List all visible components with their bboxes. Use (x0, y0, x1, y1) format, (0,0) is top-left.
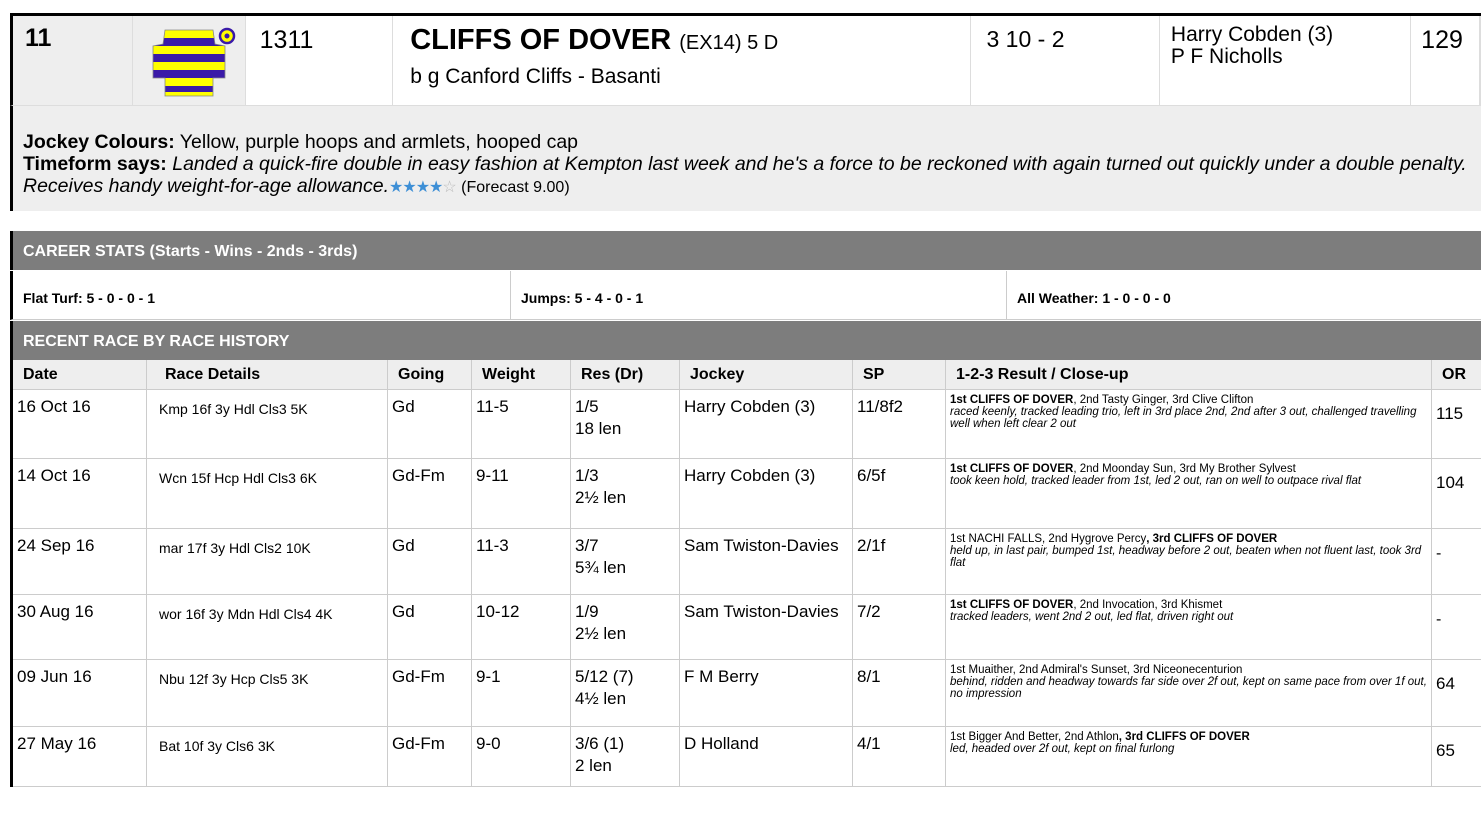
race-going: Gd (388, 595, 472, 660)
table-row (12, 595, 1481, 660)
race-jockey[interactable]: F M Berry (680, 660, 853, 727)
race-sp: 2/1f (853, 529, 946, 595)
flat-turf-stats: Flat Turf: 5 - 0 - 0 - 1 (13, 271, 511, 319)
all-weather-stats: All Weather: 1 - 0 - 0 - 0 (1017, 290, 1171, 306)
race-date: 14 Oct 16 (12, 459, 147, 529)
placings-rest: , 2nd Invocation, 3rd Khismet (1073, 599, 1223, 611)
jockey-silk-cell (133, 16, 246, 105)
race-close-up (946, 660, 1432, 727)
race-history-heading: RECENT RACE BY RACE HISTORY (10, 321, 1481, 360)
result-distance: 5¾ len (575, 558, 627, 577)
race-going: Gd-Fm (388, 459, 472, 529)
race-date: 24 Sep 16 (12, 529, 147, 595)
race-details[interactable]: Wcn 15f Hcp Hdl Cls3 6K (147, 459, 388, 529)
official-rating: 129 (1421, 26, 1463, 54)
col-or: OR (1432, 360, 1481, 390)
race-result (571, 459, 680, 529)
col-result: Res (Dr) (571, 360, 680, 390)
result-placings (950, 463, 1431, 475)
race-comment: held up, in last pair, bumped 1st, headway before 2 out, beaten when not fluent last, took 3rd flat (950, 545, 1422, 569)
timeform-label: Timeform says: (23, 153, 167, 175)
result-position: 3/6 (1) (575, 734, 625, 753)
placings-rest: , 2nd Tasty Ginger, 3rd Clive Clifton (1073, 394, 1254, 406)
table-header-row (12, 360, 1481, 390)
horse-title (410, 24, 778, 57)
race-close-up (946, 529, 1432, 595)
col-jockey: Jockey (680, 360, 853, 390)
race-result (571, 727, 680, 787)
result-placings (950, 731, 1431, 743)
race-date: 16 Oct 16 (12, 390, 147, 459)
col-close-up: 1-2-3 Result / Close-up (946, 360, 1432, 390)
race-weight: 11-3 (472, 529, 571, 595)
horse-name-cell (393, 16, 971, 105)
result-position: 1/9 (575, 602, 599, 621)
race-jockey[interactable]: D Holland (680, 727, 853, 787)
result-distance: 2½ len (575, 624, 627, 643)
result-distance: 4½ len (575, 689, 627, 708)
col-sp: SP (853, 360, 946, 390)
rating-cell (1411, 16, 1480, 105)
placings-highlight: 1st CLIFFS OF DOVER (950, 463, 1074, 475)
race-going: Gd-Fm (388, 727, 472, 787)
table-row (12, 459, 1481, 529)
race-comment: behind, ridden and headway towards far side over 2f out, kept on same pace from over 1f out, no impression (950, 676, 1427, 700)
result-placings (950, 533, 1431, 545)
race-details[interactable]: mar 17f 3y Hdl Cls2 10K (147, 529, 388, 595)
race-result (571, 595, 680, 660)
race-official-rating: 64 (1432, 660, 1481, 727)
placings-text: 1st NACHI FALLS, 2nd Hygrove Percy (950, 533, 1147, 545)
jockey-trainer-cell (1160, 16, 1411, 105)
race-weight: 11-5 (472, 390, 571, 459)
placings-highlight: 1st CLIFFS OF DOVER (950, 394, 1074, 406)
race-history-table (10, 360, 1481, 787)
race-date: 27 May 16 (12, 727, 147, 787)
form-figures: 1311 (259, 26, 314, 54)
race-close-up (946, 595, 1432, 660)
placings-highlight: 1st CLIFFS OF DOVER (950, 599, 1074, 611)
race-jockey[interactable]: Sam Twiston-Davies (680, 529, 853, 595)
result-placings (950, 599, 1431, 611)
runner-number: 11 (25, 24, 52, 52)
col-weight: Weight (472, 360, 571, 390)
timeform-line (23, 153, 1481, 199)
col-race-details: Race Details (147, 360, 388, 390)
result-placings (950, 664, 1431, 676)
race-details[interactable]: Bat 10f 3y Cls6 3K (147, 727, 388, 787)
result-position: 5/12 (7) (575, 667, 634, 686)
race-result (571, 529, 680, 595)
race-close-up (946, 459, 1432, 529)
col-date: Date (12, 360, 147, 390)
race-official-rating: - (1432, 529, 1481, 595)
race-close-up (946, 727, 1432, 787)
race-jockey[interactable]: Harry Cobden (3) (680, 459, 853, 529)
race-jockey[interactable]: Harry Cobden (3) (680, 390, 853, 459)
race-sp: 6/5f (853, 459, 946, 529)
table-row (12, 660, 1481, 727)
timeform-comment: Landed a quick-fire double in easy fashion at Kempton last week and he's a force to be reckoned with again turned out quickly under a double penalty. Receives handy weight-for-age allowance. (23, 153, 1467, 197)
race-weight: 9-11 (472, 459, 571, 529)
table-row (12, 390, 1481, 459)
race-going: Gd (388, 529, 472, 595)
race-official-rating: - (1432, 595, 1481, 660)
runner-header (10, 13, 1481, 105)
race-sp: 7/2 (853, 595, 946, 660)
race-date: 09 Jun 16 (12, 660, 147, 727)
table-row (12, 529, 1481, 595)
race-details[interactable]: wor 16f 3y Mdn Hdl Cls4 4K (147, 595, 388, 660)
career-stats-heading: CAREER STATS (Starts - Wins - 2nds - 3rds) (10, 231, 1481, 270)
form-cell (246, 16, 394, 105)
result-position: 3/7 (575, 536, 599, 555)
age-weight-cell (971, 16, 1159, 105)
career-stats (10, 271, 1481, 320)
placings-text: 1st Muaither, 2nd Admiral's Sunset, 3rd Niceonecenturion (950, 664, 1243, 676)
age-weight: 3 10 - 2 (986, 26, 1065, 52)
horse-extra: (EX14) 5 D (679, 32, 779, 54)
race-details[interactable]: Nbu 12f 3y Hcp Cls5 3K (147, 660, 388, 727)
race-comment: raced keenly, tracked leading trio, left in 3rd place 2nd, 2nd after 3 out, challenged travelling well when left clear 2 out (950, 406, 1417, 430)
jockey-colours-label: Jockey Colours: (23, 131, 175, 153)
race-comment: tracked leaders, went 2nd 2 out, led flat, driven right out (950, 611, 1234, 623)
race-weight: 9-1 (472, 660, 571, 727)
race-sp: 8/1 (853, 660, 946, 727)
race-result (571, 390, 680, 459)
jumps-stats: Jumps: 5 - 4 - 0 - 1 (511, 271, 1007, 319)
placings-rest: , 2nd Moonday Sun, 3rd My Brother Sylvest (1073, 463, 1296, 475)
race-date: 30 Aug 16 (12, 595, 147, 660)
runner-number-cell (13, 16, 133, 105)
race-official-rating: 65 (1432, 727, 1481, 787)
race-sp: 4/1 (853, 727, 946, 787)
star-rating-icon: ★★★★☆ (389, 179, 456, 196)
placings-highlight: , 3rd CLIFFS OF DOVER (1118, 731, 1250, 743)
result-distance: 18 len (575, 419, 622, 438)
runner-info (10, 105, 1481, 211)
jockey-colours-line (23, 131, 1481, 153)
result-distance: 2½ len (575, 488, 627, 507)
result-distance: 2 len (575, 756, 612, 775)
horse-name[interactable]: CLIFFS OF DOVER (410, 24, 672, 56)
result-placings (950, 394, 1431, 406)
table-row (12, 727, 1481, 787)
result-position: 1/3 (575, 466, 599, 485)
race-jockey[interactable]: Sam Twiston-Davies (680, 595, 853, 660)
race-comment: led, headed over 2f out, kept on final furlong (950, 743, 1175, 755)
race-comment: took keen hold, tracked leader from 1st, led 2 out, ran on well to outpace rival flat (950, 475, 1362, 487)
race-going: Gd (388, 390, 472, 459)
race-close-up (946, 390, 1432, 459)
race-going: Gd-Fm (388, 660, 472, 727)
jockey-colours-text: Yellow, purple hoops and armlets, hooped cap (179, 131, 579, 153)
placings-text: 1st Bigger And Better, 2nd Athlon (950, 731, 1119, 743)
race-weight: 10-12 (472, 595, 571, 660)
result-position: 1/5 (575, 397, 599, 416)
race-official-rating: 115 (1432, 390, 1481, 459)
jockey-name[interactable]: Harry Cobden (3) (1170, 23, 1334, 46)
forecast-price: (Forecast 9.00) (461, 179, 570, 196)
race-weight: 9-0 (472, 727, 571, 787)
race-sp: 11/8f2 (853, 390, 946, 459)
jockey-silk-icon (133, 16, 246, 105)
horse-breeding: b g Canford Cliffs - Basanti (410, 65, 661, 88)
race-official-rating: 104 (1432, 459, 1481, 529)
race-details[interactable]: Kmp 16f 3y Hdl Cls3 5K (147, 390, 388, 459)
trainer-name[interactable]: P F Nicholls (1170, 45, 1283, 68)
race-result (571, 660, 680, 727)
col-going: Going (388, 360, 472, 390)
placings-highlight: , 3rd CLIFFS OF DOVER (1146, 533, 1278, 545)
